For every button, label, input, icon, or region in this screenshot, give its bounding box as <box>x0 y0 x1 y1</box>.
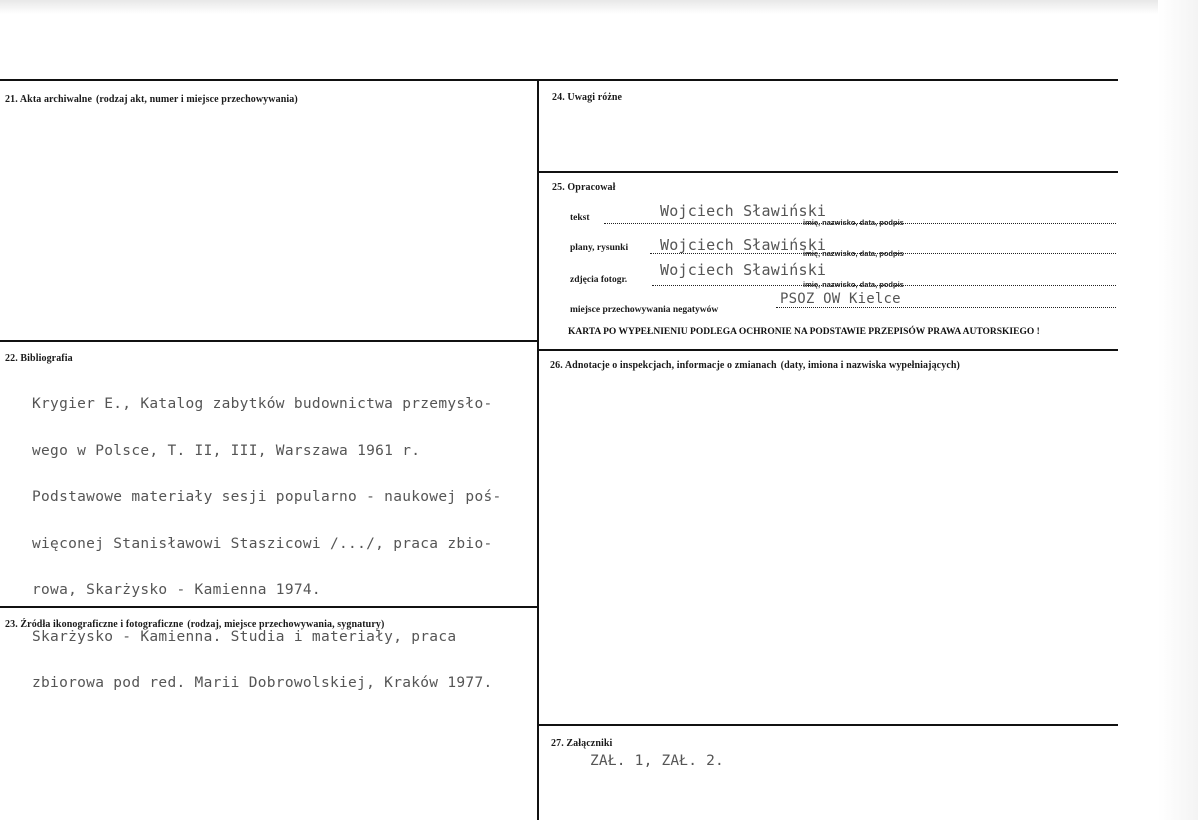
zdjecia-value: Wojciech Sławiński <box>660 261 827 279</box>
right-rule-25 <box>538 171 1118 173</box>
bibliography-line: Podstawowe materiały sesji popularno - naukowej poś- <box>32 489 502 505</box>
right-rule-26 <box>538 349 1118 351</box>
section-26-hint: (daty, imiona i nazwiska wypełniających) <box>780 360 960 371</box>
bibliography-line: Skarżysko - Kamienna. Studia i materiały, praca <box>32 628 457 645</box>
section-23-label <box>5 619 384 630</box>
copyright-notice: KARTA PO WYPEŁNIENIU PODLEGA OCHRONIE NA PODSTAWIE PRZEPISÓW PRAWA AUTORSKIEGO ! <box>568 327 1040 337</box>
tekst-label: tekst <box>570 213 590 223</box>
bibliography-line: rowa, Skarżysko - Kamienna 1974. <box>32 582 321 598</box>
tekst-value: Wojciech Sławiński <box>660 202 827 220</box>
tekst-hint: imię, nazwisko, data, podpis <box>803 218 904 227</box>
section-26-label <box>550 360 960 371</box>
plany-label: plany, rysunki <box>570 243 629 253</box>
section-27-title: 27. Załączniki <box>551 738 613 749</box>
section-26-title: 26. Adnotacje o inspekcjach, informacje o zmianach <box>550 360 777 371</box>
section-27-label <box>551 738 612 749</box>
section-24-label <box>552 92 622 103</box>
section-22-title: 22. Bibliografia <box>5 353 73 364</box>
bibliography-line: więconej Stanisławowi Staszicowi /.../, praca zbio- <box>32 535 493 552</box>
section-25-label <box>552 182 616 193</box>
scan-edge <box>0 0 1198 14</box>
left-rule-22 <box>0 340 538 342</box>
plany-value: Wojciech Sławiński <box>660 236 827 254</box>
bibliography-line: Krygier E., Katalog zabytków budownictwa przemysło- <box>32 396 493 412</box>
right-rule-27 <box>538 724 1118 726</box>
attachments-value: ZAŁ. 1, ZAŁ. 2. <box>590 753 724 769</box>
top-rule <box>0 79 1118 81</box>
plany-hint: imię, nazwisko, data, podpis <box>803 249 904 258</box>
section-25-title: 25. Opracował <box>552 182 616 193</box>
zdjecia-hint: imię, nazwisko, data, podpis <box>803 280 904 289</box>
center-divider <box>537 79 539 820</box>
section-22-label <box>5 353 73 364</box>
section-21-label <box>5 94 298 105</box>
section-21-hint: (rodzaj akt, numer i miejsce przechowywania) <box>96 94 298 105</box>
bibliography-line: zbiorowa pod red. Marii Dobrowolskiej, Kraków 1977. <box>32 675 493 691</box>
section-24-title: 24. Uwagi różne <box>552 92 623 103</box>
zdjecia-label: zdjęcia fotogr. <box>570 275 628 285</box>
section-23-hint: (rodzaj, miejsce przechowywania, sygnatury) <box>187 619 385 630</box>
negatywy-label: miejsce przechowywania negatywów <box>570 305 719 315</box>
right-margin <box>1158 0 1198 820</box>
section-21-title: 21. Akta archiwalne <box>5 94 92 105</box>
section-23-title: 23. Źródła ikonograficzne i fotograficzne <box>5 619 184 630</box>
negatywy-value: PSOZ OW Kielce <box>780 291 901 307</box>
bibliography-text <box>32 366 532 723</box>
bibliography-line: wego w Polsce, T. II, III, Warszawa 1961 r. <box>32 442 421 459</box>
